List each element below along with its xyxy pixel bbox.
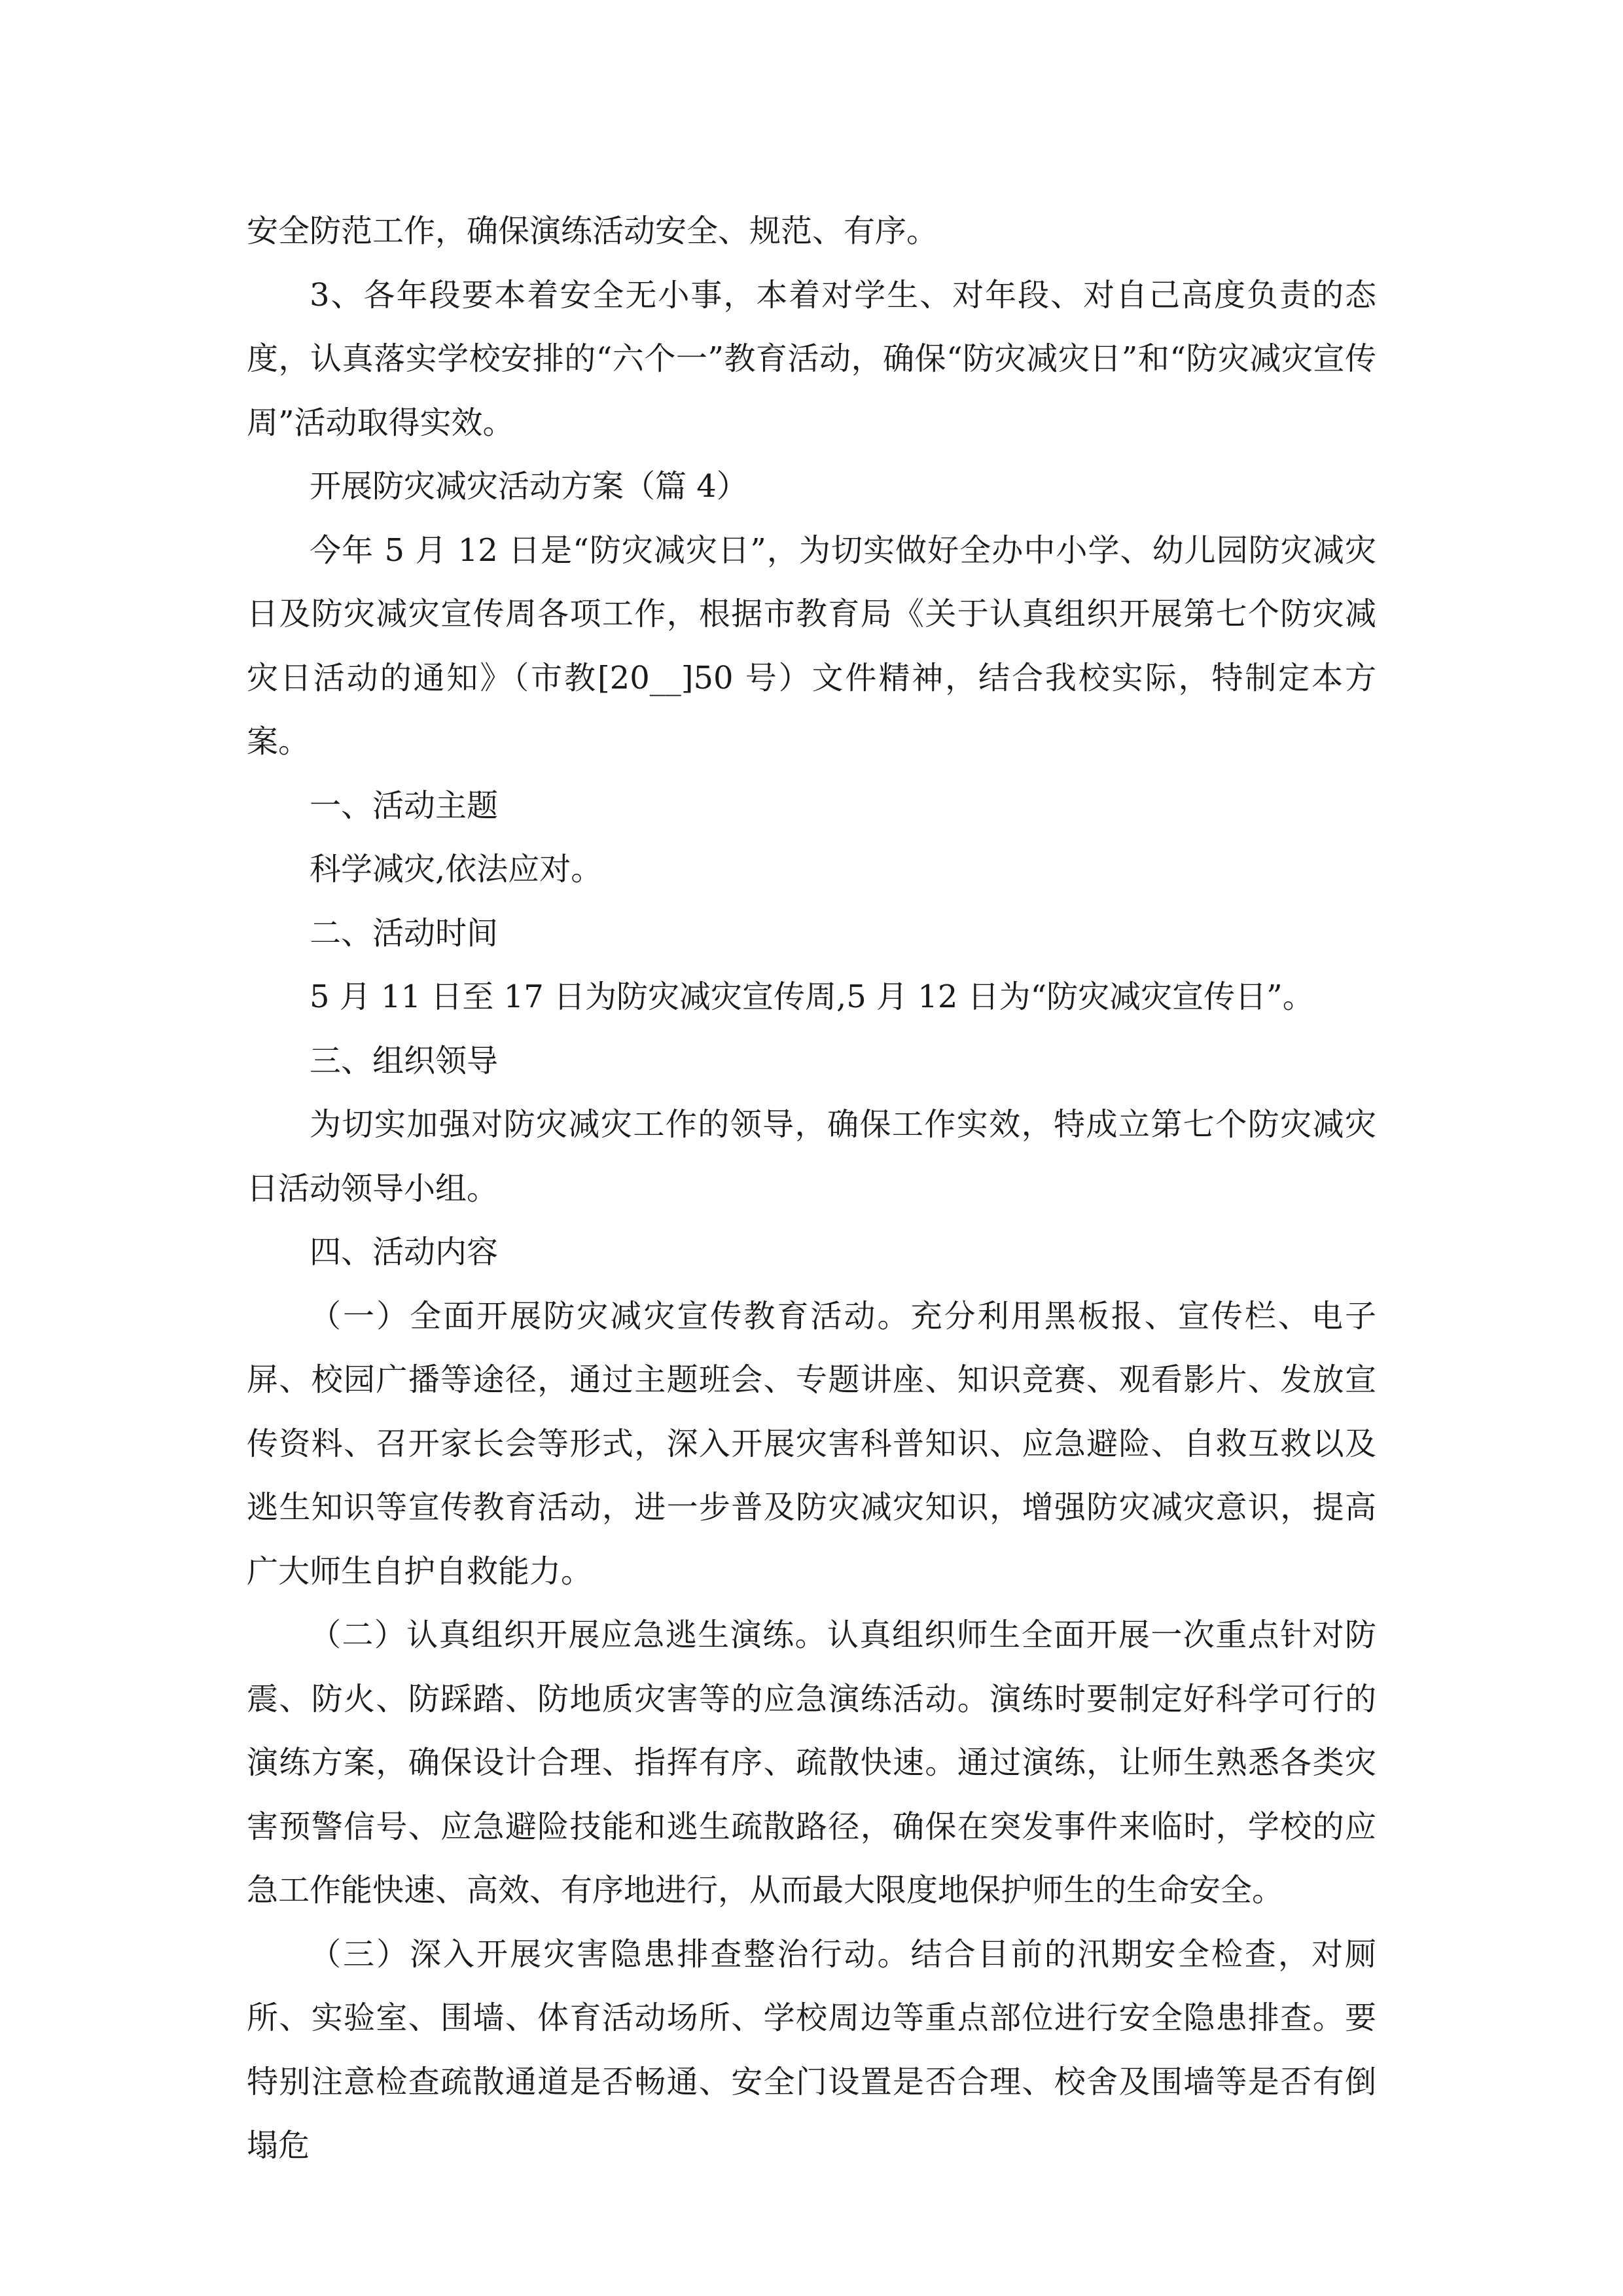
paragraph-time: 5 月 11 日至 17 日为防灾减灾宣传周,5 月 12 日为“防灾减灾宣传日”。 <box>310 978 1314 1015</box>
paragraph-content-3: （三）深入开展灾害隐患排查整治行动。结合目前的汛期安全检查，对厕所、实验室、围墙、体育活动场所、学校周边等重点部位进行安全隐患排查。要特别注意检查疏散通道是否畅通、安全门设置是否合理、校舍及围墙等是否有倒塌危 <box>247 1935 1376 2164</box>
document-body <box>247 200 1376 2178</box>
paragraph-content-1: （一）全面开展防灾减灾宣传教育活动。充分利用黑板报、宣传栏、电子屏、校园广播等途径，通过主题班会、专题讲座、知识竞赛、观看影片、发放宣传资料、召开家长会等形式，深入开展灾害科普知识、应急避险、自救互救以及逃生知识等宣传教育活动，进一步普及防灾减灾知识，增强防灾减灾意识，提高广大师生自护自救能力。 <box>247 1297 1376 1590</box>
paragraph-continuation: 安全防范工作，确保演练活动安全、规范、有序。 <box>247 213 938 249</box>
paragraph-item-3: 3、各年段要本着安全无小事，本着对学生、对年段、对自己高度负责的态度，认真落实学校安排的“六个一”教育活动，确保“防灾减灾日”和“防灾减灾宣传周”活动取得实效。 <box>247 276 1376 441</box>
heading-activity-time: 二、活动时间 <box>310 914 499 952</box>
heading-activity-theme: 一、活动主题 <box>310 787 499 824</box>
paragraph-theme: 科学减灾,依法应对。 <box>310 851 603 888</box>
heading-activity-content: 四、活动内容 <box>310 1234 499 1270</box>
paragraph-content-2: （二）认真组织开展应急逃生演练。认真组织师生全面开展一次重点针对防震、防火、防踩踏、防地质灾害等的应急演练活动。演练时要制定好科学可行的演练方案，确保设计合理、指挥有序、疏散快速。通过演练，让师生熟悉各类灾害预警信号、应急避险技能和逃生疏散路径，确保在突发事件来临时，学校的应急工作能快速、高效、有序地进行，从而最大限度地保护师生的生命安全。 <box>247 1617 1376 1909</box>
heading-leadership: 三、组织领导 <box>310 1042 499 1079</box>
section-title: 开展防灾减灾活动方案（篇 4） <box>310 468 748 505</box>
paragraph-intro: 今年 5 月 12 日是“防灾减灾日”，为切实做好全办中小学、幼儿园防灾减灾日及防灾减灾宣传周各项工作，根据市教育局《关于认真组织开展第七个防灾减灾日活动的通知》（市教[20__]50 号）文件精神，结合我校实际，特制定本方案。 <box>247 531 1376 760</box>
paragraph-leadership: 为切实加强对防灾减灾工作的领导，确保工作实效，特成立第七个防灾减灾日活动领导小组。 <box>247 1106 1376 1207</box>
